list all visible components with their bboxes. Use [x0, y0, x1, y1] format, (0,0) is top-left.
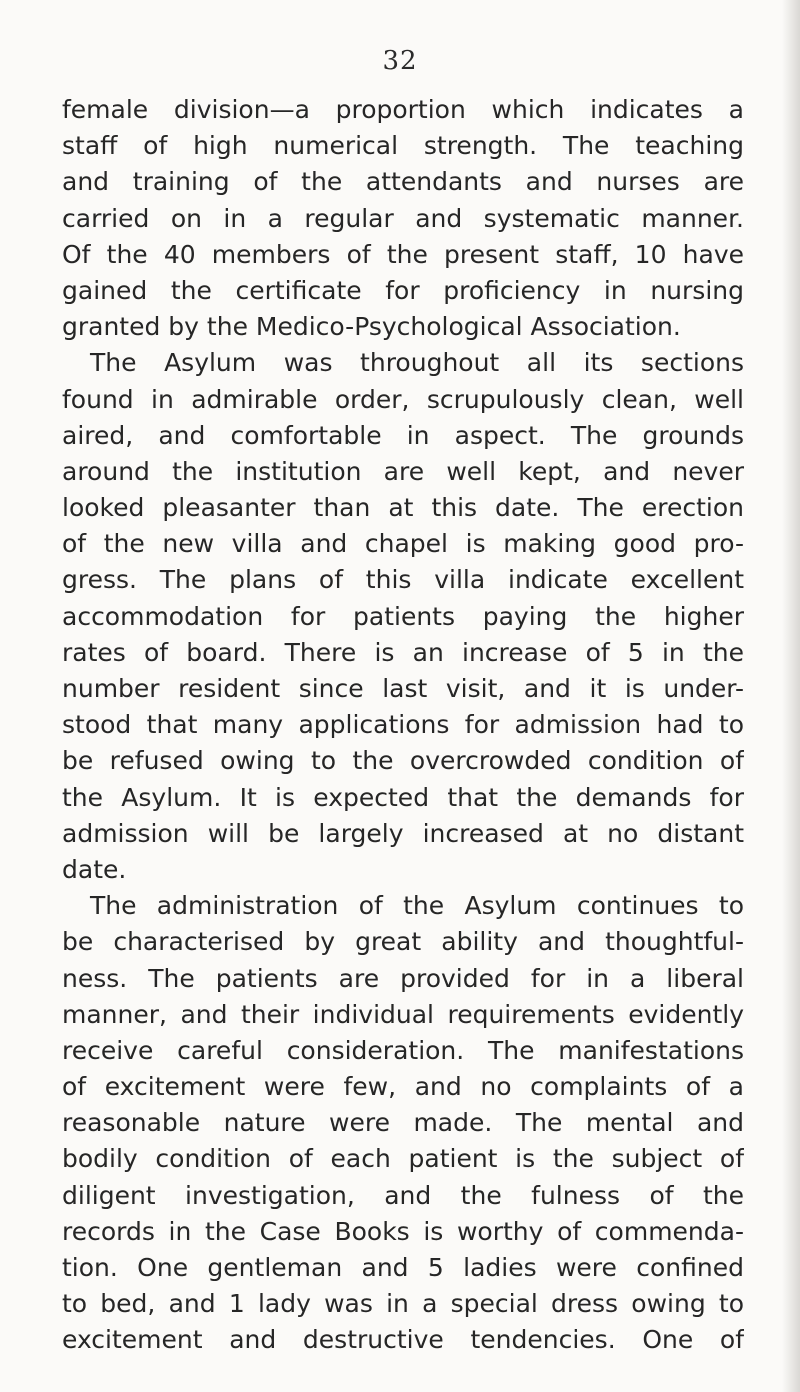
text-line: carried on in a regular and systematic manner. [62, 203, 744, 233]
text-line: accommodation for patients paying the higher [62, 601, 744, 631]
text-line: diligent investigation, and the fulness of the [62, 1180, 744, 1210]
text-line: the Asylum. It is expected that the demands for [62, 782, 744, 812]
text-line: around the institution are well kept, and never [62, 456, 744, 486]
text-line: found in admirable order, scrupulously clean, well [62, 384, 744, 414]
text-line: granted by the Medico-Psychological Association. [62, 312, 681, 342]
text-line: gress. The plans of this villa indicate excellent [62, 565, 744, 595]
page-edge-shadow [782, 0, 800, 1392]
text-line: of excitement were few, and no complaints of a [62, 1072, 744, 1102]
text-line: admission will be largely increased at no distant [62, 818, 744, 848]
text-line: manner, and their individual requirements evidently [62, 999, 744, 1029]
text-line: The administration of the Asylum continues to [90, 891, 744, 921]
text-line: bodily condition of each patient is the subject of [62, 1144, 744, 1174]
text-line: tion. One gentleman and 5 ladies were confined [62, 1253, 744, 1282]
text-line: of the new villa and chapel is making good pro- [62, 529, 744, 559]
text-line: rates of board. There is an increase of 5 in the [62, 637, 744, 667]
body-text [62, 92, 744, 1359]
page-number: 32 [382, 46, 418, 76]
text-line: number resident since last visit, and it is under- [62, 674, 744, 703]
text-line: gained the certificate for proficiency in nursing [62, 275, 744, 305]
text-line: records in the Case Books is worthy of commenda- [62, 1216, 744, 1246]
text-line: date. [62, 854, 127, 884]
text-line: female division—a proportion which indicates a [62, 95, 744, 124]
text-line: and training of the attendants and nurses are [62, 167, 744, 197]
text-line: be refused owing to the overcrowded condition of [62, 746, 744, 776]
text-line: staff of high numerical strength. The teaching [62, 131, 744, 161]
text-line: stood that many applications for admission had to [62, 710, 744, 740]
text-line: looked pleasanter than at this date. The erection [62, 493, 744, 523]
text-line: excitement and destructive tendencies. One of [62, 1325, 744, 1355]
text-line: reasonable nature were made. The mental and [62, 1108, 744, 1138]
text-line: be characterised by great ability and thoughtful- [62, 927, 744, 957]
text-line: ness. The patients are provided for in a liberal [62, 963, 744, 993]
text-line: Of the 40 members of the present staff, 10 have [62, 239, 744, 269]
text-line: receive careful consideration. The manifestations [62, 1035, 744, 1065]
text-line: The Asylum was throughout all its sections [90, 348, 744, 378]
text-line: aired, and comfortable in aspect. The grounds [62, 420, 744, 450]
text-line: to bed, and 1 lady was in a special dress owing to [62, 1289, 744, 1319]
